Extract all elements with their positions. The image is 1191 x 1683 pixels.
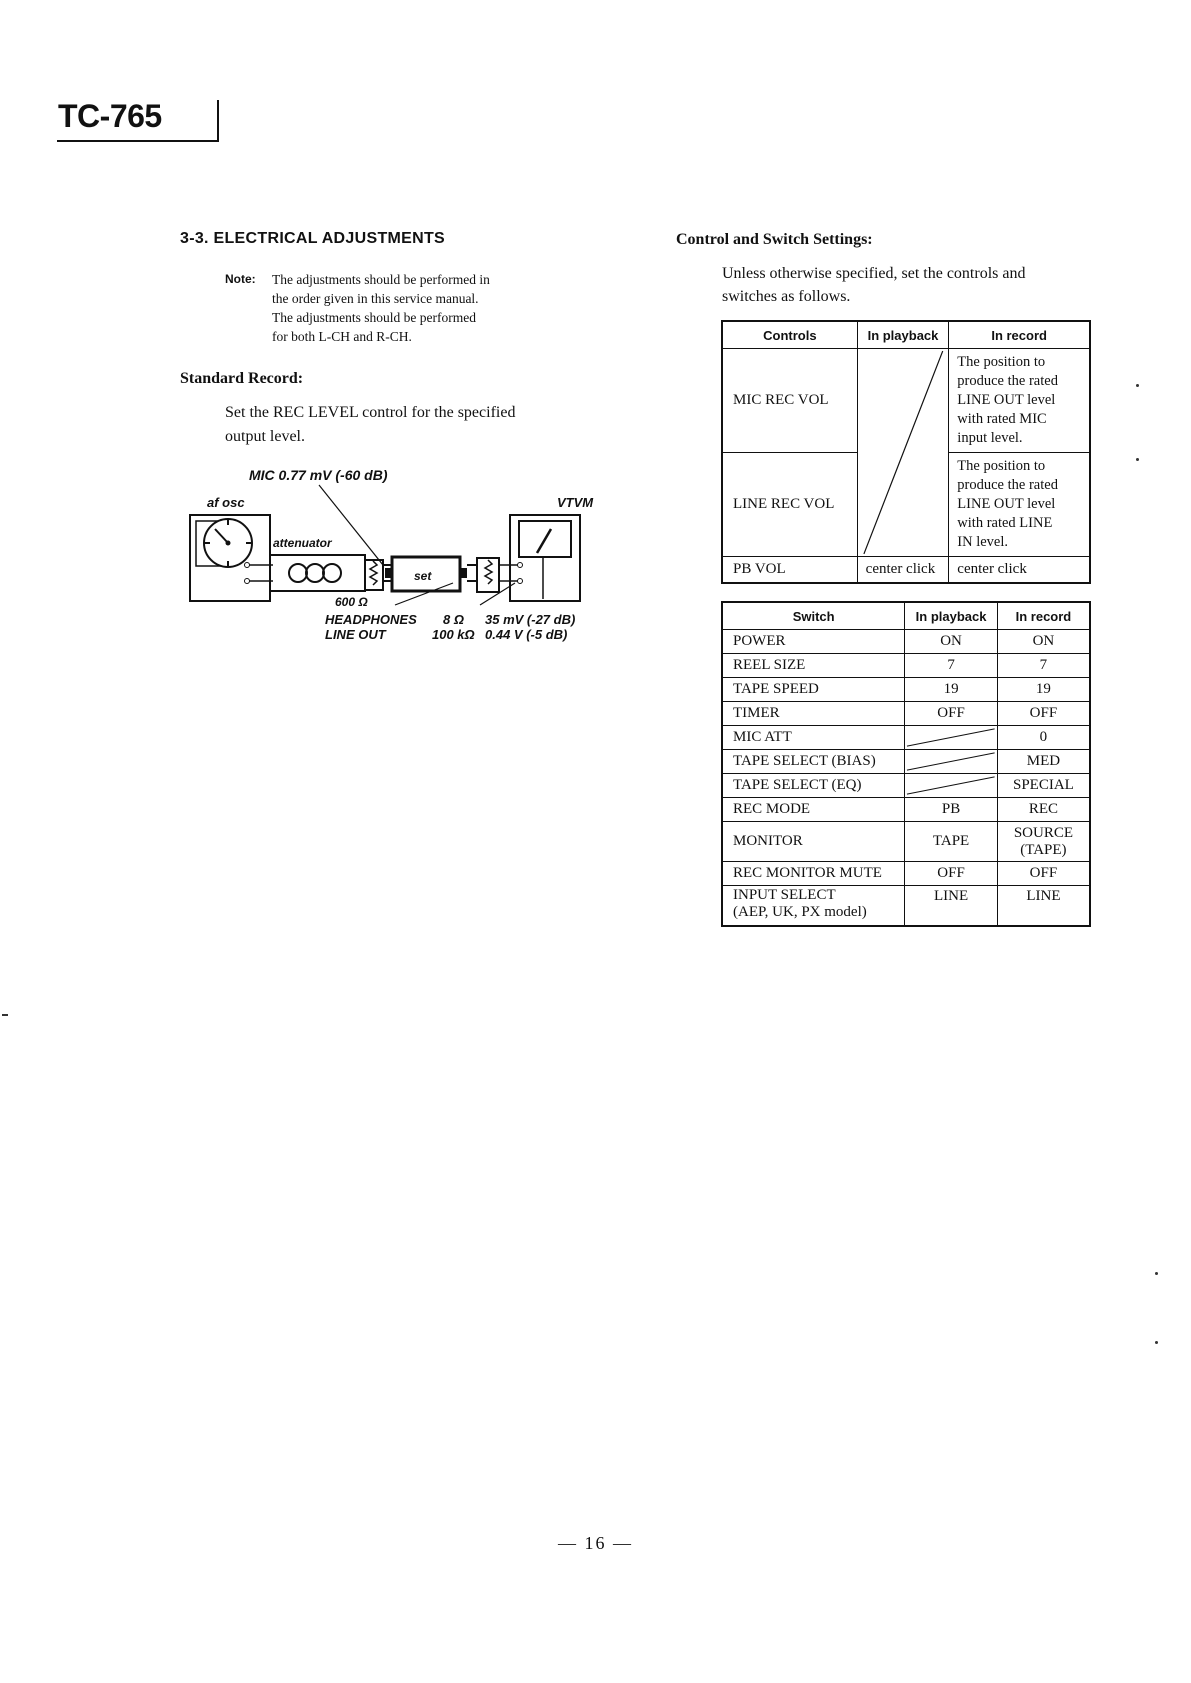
record-line: with rated LINE bbox=[957, 515, 1053, 531]
switch-name: REC MODE bbox=[722, 798, 905, 822]
playback-value: ON bbox=[905, 630, 998, 654]
mic-label: MIC 0.77 mV (-60 dB) bbox=[249, 467, 388, 483]
table-header-row bbox=[722, 321, 1090, 349]
note-block bbox=[225, 270, 565, 346]
switch-name: REEL SIZE bbox=[722, 654, 905, 678]
headphones-label: HEADPHONES bbox=[325, 612, 417, 627]
switch-name: REC MONITOR MUTE bbox=[722, 862, 905, 886]
table-row bbox=[722, 654, 1090, 678]
record-value: 19 bbox=[997, 678, 1090, 702]
settings-intro bbox=[722, 262, 1094, 308]
table-row bbox=[722, 726, 1090, 750]
record-value bbox=[997, 822, 1090, 862]
header-in-record: In record bbox=[949, 321, 1090, 349]
header-rule-vertical bbox=[217, 100, 219, 142]
not-applicable-cell bbox=[905, 726, 998, 750]
switch-name: TAPE SELECT (EQ) bbox=[722, 774, 905, 798]
switch-name: POWER bbox=[722, 630, 905, 654]
table-row bbox=[722, 750, 1090, 774]
record-value: 0 bbox=[997, 726, 1090, 750]
header-rule-horizontal bbox=[57, 140, 219, 142]
switch-name bbox=[722, 886, 905, 926]
body-line: Set the REC LEVEL control for the specified bbox=[225, 404, 516, 421]
diagonal-slash bbox=[905, 774, 997, 797]
table-row bbox=[722, 702, 1090, 726]
record-line: produce the rated bbox=[957, 477, 1058, 493]
table-row bbox=[722, 862, 1090, 886]
record-value: MED bbox=[997, 750, 1090, 774]
scan-speck bbox=[1136, 458, 1139, 461]
scan-speck bbox=[1136, 384, 1139, 387]
record-setting bbox=[949, 453, 1090, 557]
record-value: OFF bbox=[997, 702, 1090, 726]
table-row bbox=[722, 774, 1090, 798]
line-out-label: LINE OUT bbox=[325, 627, 386, 642]
switch-name: TIMER bbox=[722, 702, 905, 726]
switch-name: TAPE SPEED bbox=[722, 678, 905, 702]
body-line: output level. bbox=[225, 428, 305, 445]
playback-value: 7 bbox=[905, 654, 998, 678]
record-value-line: (TAPE) bbox=[1020, 841, 1067, 858]
vtvm-meter bbox=[510, 515, 580, 601]
scan-speck bbox=[1155, 1272, 1158, 1275]
intro-line: Unless otherwise specified, set the controls and bbox=[722, 265, 1026, 282]
control-name: MIC REC VOL bbox=[722, 349, 857, 453]
load-resistor-output bbox=[467, 558, 523, 592]
record-setting: center click bbox=[949, 557, 1090, 583]
record-line: LINE OUT level bbox=[957, 392, 1056, 408]
controls-table bbox=[721, 320, 1091, 584]
playback-value: OFF bbox=[905, 702, 998, 726]
record-value: SPECIAL bbox=[997, 774, 1090, 798]
impedance-label: 600 Ω bbox=[335, 595, 368, 609]
record-line: produce the rated bbox=[957, 373, 1058, 389]
table-row bbox=[722, 678, 1090, 702]
vtvm-label: VTVM bbox=[557, 495, 594, 510]
record-setting bbox=[949, 349, 1090, 453]
attenuator bbox=[245, 555, 366, 591]
section-title: 3-3. ELECTRICAL ADJUSTMENTS bbox=[180, 230, 446, 247]
header-in-playback: In playback bbox=[857, 321, 949, 349]
diagonal-slash bbox=[905, 750, 997, 773]
table-row bbox=[722, 630, 1090, 654]
note-label: Note: bbox=[225, 272, 256, 286]
page-number: — 16 — bbox=[558, 1533, 633, 1553]
note-line: The adjustments should be performed in bbox=[272, 272, 490, 287]
settings-heading: Control and Switch Settings: bbox=[676, 231, 873, 248]
line-out-level: 0.44 V (-5 dB) bbox=[485, 627, 568, 642]
playback-value: OFF bbox=[905, 862, 998, 886]
record-value: LINE bbox=[997, 886, 1090, 926]
header-in-record: In record bbox=[997, 602, 1090, 630]
header-in-playback: In playback bbox=[905, 602, 998, 630]
playback-value: 19 bbox=[905, 678, 998, 702]
record-line: IN level. bbox=[957, 534, 1009, 550]
note-line: the order given in this service manual. bbox=[272, 291, 479, 306]
playback-setting: center click bbox=[857, 557, 949, 583]
not-applicable-cell bbox=[857, 349, 949, 557]
switch-table bbox=[721, 601, 1091, 927]
switch-name: TAPE SELECT (BIAS) bbox=[722, 750, 905, 774]
control-name: PB VOL bbox=[722, 557, 857, 583]
set-label: set bbox=[414, 569, 432, 583]
note-line: The adjustments should be performed bbox=[272, 310, 476, 325]
record-line: with rated MIC bbox=[957, 411, 1047, 427]
playback-value: TAPE bbox=[905, 822, 998, 862]
table-row bbox=[722, 349, 1090, 453]
attenuator-label: attenuator bbox=[273, 536, 332, 550]
switch-name: MIC ATT bbox=[722, 726, 905, 750]
diagonal-slash bbox=[905, 726, 997, 749]
switch-name-line: INPUT SELECT bbox=[733, 887, 836, 903]
switch-name: MONITOR bbox=[722, 822, 905, 862]
line-out-impedance: 100 kΩ bbox=[432, 627, 475, 642]
record-value: OFF bbox=[997, 862, 1090, 886]
record-line: LINE OUT level bbox=[957, 496, 1056, 512]
playback-value: LINE bbox=[905, 886, 998, 926]
not-applicable-cell bbox=[905, 750, 998, 774]
headphones-level: 35 mV (-27 dB) bbox=[485, 612, 576, 627]
header-switch: Switch bbox=[722, 602, 905, 630]
af-oscillator bbox=[190, 515, 270, 601]
record-line: The position to bbox=[957, 458, 1046, 474]
table-row bbox=[722, 822, 1090, 862]
not-applicable-cell bbox=[905, 774, 998, 798]
control-name: LINE REC VOL bbox=[722, 453, 857, 557]
record-value: ON bbox=[997, 630, 1090, 654]
connection-diagram bbox=[185, 465, 625, 665]
table-header-row bbox=[722, 602, 1090, 630]
af-osc-label: af osc bbox=[207, 495, 245, 510]
switch-name-line: (AEP, UK, PX model) bbox=[733, 904, 867, 920]
record-line: input level. bbox=[957, 430, 1023, 446]
scan-speck bbox=[2, 1014, 8, 1016]
table-row bbox=[722, 557, 1090, 583]
intro-line: switches as follows. bbox=[722, 288, 851, 305]
playback-value: PB bbox=[905, 798, 998, 822]
table-row bbox=[722, 886, 1090, 926]
diagonal-slash bbox=[858, 349, 949, 556]
record-line: The position to bbox=[957, 354, 1046, 370]
scan-speck bbox=[1155, 1341, 1158, 1344]
table-row bbox=[722, 798, 1090, 822]
headphones-impedance: 8 Ω bbox=[443, 612, 464, 627]
note-line: for both L-CH and R-CH. bbox=[272, 329, 412, 344]
model-number: TC-765 bbox=[58, 98, 162, 134]
standard-record-heading: Standard Record: bbox=[180, 370, 304, 387]
record-value: REC bbox=[997, 798, 1090, 822]
record-value-line: SOURCE bbox=[1013, 824, 1074, 841]
header-controls: Controls bbox=[722, 321, 857, 349]
standard-record-body bbox=[225, 401, 615, 449]
record-value: 7 bbox=[997, 654, 1090, 678]
